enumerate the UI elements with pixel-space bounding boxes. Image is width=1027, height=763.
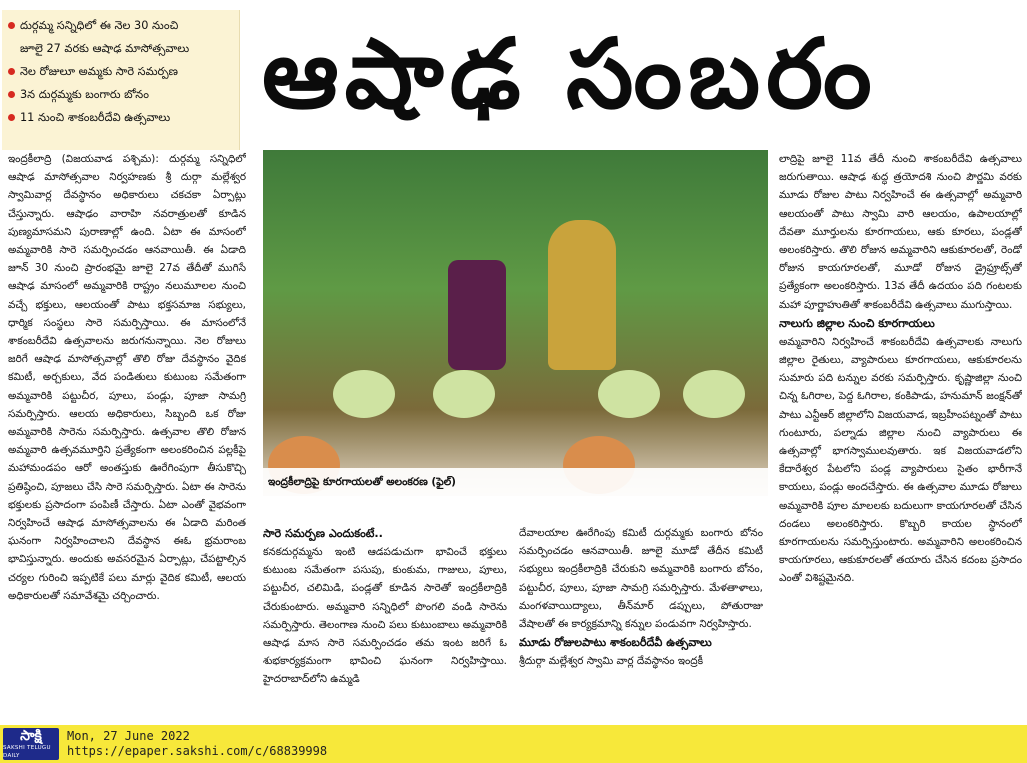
article-paragraph: దేవాలయాల ఊరేగింపు కమిటీ దుర్గమ్మకు బంగారు బోనం సమర్పించడం ఆనవాయితీ. జూలై మూడో తేదీన కమిటీ సభ్యులు ఇంద్రకీలాద్రికి చేరుకుని అమ్మవారికి బంగారు బోనం, పట్టుచీర, పూలు, పూజా సామగ్రి సమర్పిస్తారు. మేళతాళాలు, మంగళవాయిద్యాలు, తీన్‌మార్ డప్పులు, పోతురాజు వేషాలతో ఈ కార్యక్రమాన్ని కన్నుల పండువగా నిర్వహిస్తారు. <box>519 527 763 631</box>
highlight-item <box>8 37 233 60</box>
article-paragraph: అమ్మవారిని నిర్వహించే శాకంబరీదేవి ఉత్సవాలకు నాలుగు జిల్లాల రైతులు, వ్యాపారులు కూరగాయలు, ఆకుకూరలను సుమారు పది టన్నుల వరకు సమర్పిస్తారు. కృష్ణాజిల్లా నుంచి చిన్న ఓగిరాల, పెద్ద ఓగిరాల, కంకిపాడు, హనుమాన్ జంక్షన్‌తో పాటు ఎన్టీఆర్ జిల్లాలోని విజయవాడ, ఇబ్రహీంపట్నంతో పాటు గుంటూరు, పల్నాడు జిల్లాల నుంచి వ్యాపారులు ఈ ఉత్సవాల్లో భాగస్వాములవుతారు. ఇక విజయవాడలోని కేదారేశ్వర పేటలోని పండ్ల వ్యాపారులు సైతం భారీగానే కాయలు, పండ్లు అందచేస్తారు. ఈ ఉత్సవాల మూడు రోజులు అమ్మవారికి పూల మాలలకు బదులుగా కాయగూరలతో చేసిన దండలు అలంకరిస్తారు. కొబ్బరి కాయల స్థానంలో కూరగాయలను సమర్పిస్తుంటారు. అమ్మవారిని అలంకరించిన కాయగూరలు, ఆకుకూరలతో తయారు చేసిన కదంబ ప్రసాదం ఎంతో విశిష్టమైనది. <box>779 335 1022 585</box>
highlight-text: దుర్గమ్మ సన్నిధిలో ఈ నెల 30 నుంచి <box>20 19 179 32</box>
section-heading: సారె సమర్పణ ఎందుకంటే.. <box>263 527 383 540</box>
logo-subtext: SAKSHI TELUGU DAILY <box>3 745 51 759</box>
bullet-dot-icon <box>8 22 15 29</box>
article-column-2 <box>263 524 507 718</box>
sakshi-logo <box>3 728 59 760</box>
logo-text: సాక్షి <box>20 728 42 744</box>
highlights-box <box>2 10 240 150</box>
article-paragraph: శ్రీదుర్గా మల్లేశ్వర స్వామి వార్ల దేవస్థానం ఇంద్రకీ <box>519 655 704 668</box>
highlight-text: 11 నుంచి శాకంబరీదేవి ఉత్సవాలు <box>20 111 171 124</box>
highlight-item <box>8 83 233 106</box>
article-paragraph: లాద్రిపై జూలై 11వ తేదీ నుంచి శాకంబరీదేవి ఉత్సవాలు జరుగుతాయి. ఆషాఢ శుద్ధ త్రయోదశి నుంచి పౌర్ణమి వరకు మూడు రోజుల పాటు నిర్వహించే ఈ ఉత్సవాల్లో అమ్మవారి ఆలయంతో పాటు స్వామి వారి ఆలయం, ఉపాలయాల్లో దేవతా మూర్తులను కూరగాయలు, ఆకు కూరలు, పండ్లతో అలంకరిస్తారు. తొలి రోజున అమ్మవారిని ఆకుకూరలతో, రెండో రోజున కాయగూరలతో, మూడో రోజున డ్రైఫ్రూట్స్‌తో ప్రత్యేకంగా అలంకరిస్తారు. 13వ తేదీ ఉదయం పది గంటలకు మహా పూర్ణాహుతితో శాకంబరీదేవి ఉత్సవాలు ముగుస్తాయి. <box>779 153 1022 311</box>
highlight-item <box>8 14 233 37</box>
highlight-text: జూలై 27 వరకు ఆషాఢ మాసోత్సవాలు <box>20 42 190 55</box>
article-paragraph: ఇంద్రకీలాద్రి (విజయవాడ పశ్చిమ): దుర్గమ్మ సన్నిధిలో ఆషాఢ మాసోత్సవాల నిర్వహణకు శ్రీ దుర్గా మల్లేశ్వర స్వామివార్ల దేవస్థానం అధికారులు చకచకా ఏర్పాట్లు చేస్తున్నారు. ఆషాఢం వారాహి నవరాత్రులతో కూడిన పుణ్యమాసమని పురాణాల్లో ఉంది. ఏటా ఈ మాసంలో అమ్మవారికి సారె సమర్పించడం ఆనవాయితీ. ఈ ఏడాది జూన్ 30 నుంచి ప్రారంభమై జూలై 27వ తేదీతో ముగిసే ఆషాఢ మాసంలో అమ్మవారికి రాష్ట్రం నలుమూలల నుంచి వచ్చే భక్తులు, ఆలయంతో పాటు భక్తసమాజ సభ్యులు, ధార్మిక సంస్థలు సారె సమర్పిస్తాయి. ఈ మాసంలోనే శాకంబరీదేవి ఉత్సవాలను జరుగనున్నాయి. నెల రోజులు జరిగే ఆషాఢ మాసోత్సవాల్లో తొలి రోజు దేవస్థానం వైదిక కమిటీ, అర్చకులు, వేద పండితులు కుటుంబ సమేతంగా అమ్మవారికి పట్టుచీర, పూలు, పండ్లు, పూజా సామగ్రి సమర్పిస్తారు. ఆలయ అధికారులు, సిబ్బంది ఒక రోజు అమ్మవారికి సారెను సమర్పిస్తారు. ఉత్సవాల తొలి రోజున అమ్మవారి ఉత్సవమూర్తిని ప్రత్యేకంగా అలంకరించిన పల్లకీపై మహామండపం ఆరో అంతస్తుకు ఊరేగింపుగా తీసుకొచ్చి ప్రతిష్ఠించి, పూజలు చేసి సారె సమర్పిస్తారు. ఏటా ఈ సారెను భక్తులకు ప్రసాదంగా పంపిణీ చేస్తారు. ఏటా ఎంతో వైభవంగా నిర్వహించే ఆషాఢ మాసోత్సవాలను ఈ ఏడాది మరింత ఘనంగా నిర్వహించాలని దేవస్థాన ఈఓ భ్రమరాంబ భావిస్తున్నారు. అందుకు అవసరమైన ఏర్పాట్లు, చేపట్టాల్సిన చర్యల గురించి ఇప్పటికే పలు మార్లు వైదిక కమిటీ, ఆలయ అధికారులతో సమావేశమై చర్చించారు. <box>8 153 246 602</box>
highlight-text: నెల రోజులూ అమ్మకు సారె సమర్పణ <box>20 65 178 78</box>
photo-shape <box>598 370 660 418</box>
edition-meta <box>67 729 327 759</box>
section-heading: మూడు రోజులపాటు శాకంబరీదేవీ ఉత్సవాలు <box>519 636 712 650</box>
highlight-item <box>8 106 233 129</box>
highlight-item <box>8 60 233 83</box>
bullet-dot-icon <box>8 91 15 98</box>
article-column-1 <box>8 150 246 718</box>
article-column-4 <box>779 150 1022 718</box>
bullet-dot-icon <box>8 114 15 121</box>
photo-caption: ఇంద్రకీలాద్రిపై కూరగాయలతో అలంకరణ (ఫైల్) <box>263 468 768 496</box>
edition-url[interactable]: https://epaper.sakshi.com/c/68839998 <box>67 744 328 758</box>
photo-shape <box>548 220 616 370</box>
headline: ఆషాఢ సంబరం <box>262 18 878 130</box>
edition-date: Mon, 27 June 2022 <box>67 729 190 743</box>
highlight-text: 3న దుర్గమ్మకు బంగారు బోనం <box>20 88 149 101</box>
article-paragraph: కనకదుర్గమ్మను ఇంటి ఆడపడుచుగా భావించే భక్తులు కుటుంబ సమేతంగా పసుపు, కుంకుమ, గాజులు, పూలు, పట్టుచీర, చలిమిడి, పండ్లతో కూడిన సారెతో ఇంద్రకీలాద్రికి చేరుకుంటారు. అమ్మవారి సన్నిధిలో పొంగలి వండి సారెను సమర్పిస్తారు. తెలంగాణ నుంచి పలు కుటుంబాలు అమ్మవారికి ఆషాఢ మాస సారె సమర్పించడం తమ ఇంట జరిగే ఓ శుభకార్యక్రమంగా భావించి ఘనంగా నిర్వహిస్తాయి. హైదరాబాద్‌లోని ఉమ్మడి <box>263 546 507 686</box>
photo-shape <box>683 370 745 418</box>
footer-bar <box>0 725 1027 763</box>
decoration-photo <box>263 150 768 496</box>
photo-shape <box>448 260 506 370</box>
photo-shape <box>333 370 395 418</box>
bullet-dot-icon <box>8 68 15 75</box>
photo-shape <box>433 370 495 418</box>
article-column-3 <box>519 524 763 718</box>
section-heading: నాలుగు జిల్లాల నుంచి కూరగాయలు <box>779 316 935 330</box>
